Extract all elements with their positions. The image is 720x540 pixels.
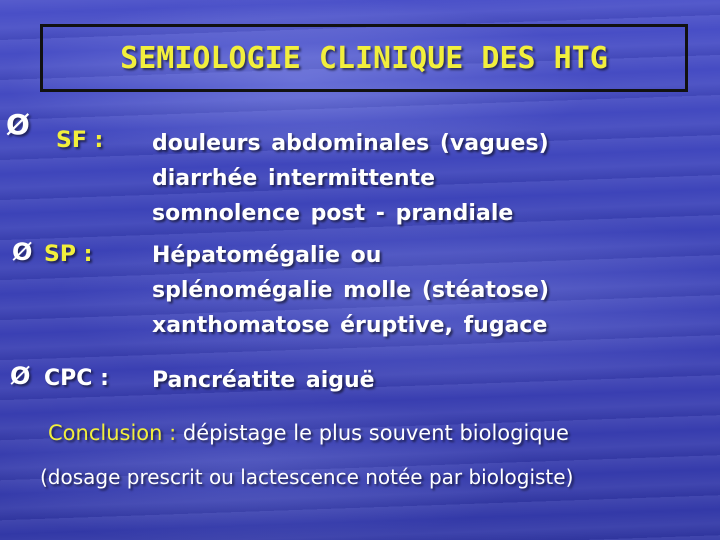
section-line: splénomégalie molle (stéatose) <box>152 278 550 303</box>
conclusion <box>48 421 569 445</box>
section-line: somnolence post - prandiale <box>152 201 514 226</box>
section-line: Hépatomégalie ou <box>152 243 382 268</box>
arrow-bullet-icon: Ø <box>12 238 33 266</box>
title-box <box>40 24 688 92</box>
section-lines-cpc <box>152 363 375 398</box>
section-line: xanthomatose éruptive, fugace <box>152 313 548 338</box>
conclusion-text: dépistage le plus souvent biologique <box>176 421 569 445</box>
slide-title: SEMIOLOGIE CLINIQUE DES HTG <box>120 40 608 76</box>
section-label-sp: SP : <box>44 242 93 267</box>
conclusion-note: (dosage prescrit ou lactescence notée par biologiste) <box>40 465 574 489</box>
section-label-cpc: CPC : <box>44 366 109 391</box>
section-lines-sp <box>152 238 549 343</box>
section-line: Pancréatite aiguë <box>152 368 375 393</box>
conclusion-label: Conclusion : <box>48 421 177 445</box>
section-lines-sf <box>152 126 549 231</box>
section-line: diarrhée intermittente <box>152 166 436 191</box>
arrow-bullet-icon: Ø <box>10 362 31 390</box>
section-label-sf: SF : <box>56 128 104 153</box>
section-line: douleurs abdominales (vagues) <box>152 131 549 156</box>
arrow-bullet-icon: Ø <box>6 108 30 141</box>
